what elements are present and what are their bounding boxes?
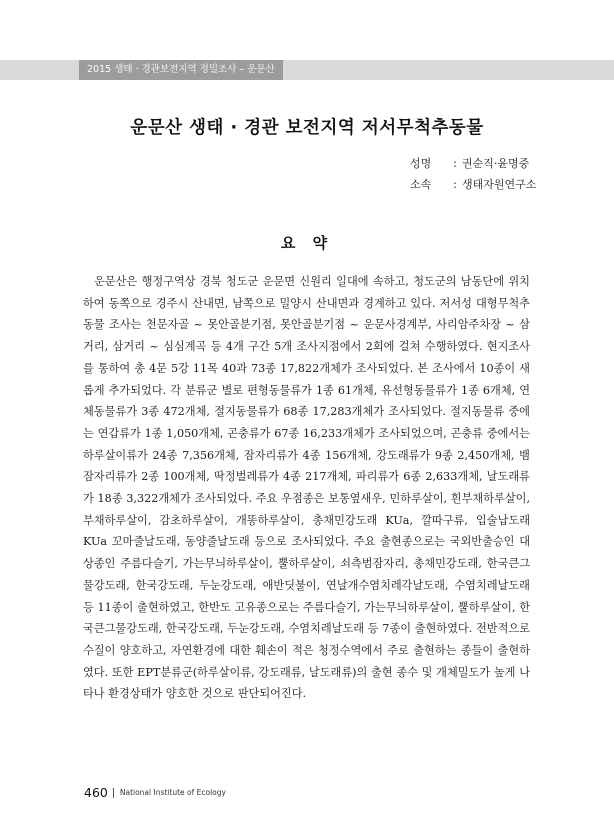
name-colon: :: [453, 157, 457, 170]
abstract-body: 운문산은 행정구역상 경북 청도군 운문면 신원리 일대에 속하고, 청도군의 남동단에 위치하여 동쪽으로 경주시 산내면, 남쪽으로 밀양시 산내면과 경계하고 있다. 저서성 대형무척추동물 조사는 천문자골 ~ 못안골분기점, 못안골분기점 ~ 운문사경계부, 사리암주차장 ~ 삼거리, 삼거리 ~ 심심계곡 등 4개 구간 5개 조사지점에서 2회에 걸쳐 수행하였다. 현지조사를 통하여 총 4문 5강 11목 40과 73종 17,822개체가 조사되었다. 본 조사에서 10종이 새롭게 추가되었다. 각 분류군 별로 편형동물류가 1종 61개체, 유선형동물류가 1종 6개체, 연체동물류가 3종 472개체, 절지동물류가 68종 17,283개체가 조사되었다. 절지동물류 중에는 연갑류가 1종 1,050개체, 곤충류가 67종 16,233개체가 조사되었으며, 곤충류 중에서는 하루살이류가 24종 7,356개체, 잠자리류가 4종 156개체, 강도래류가 9종 2,450개체, 뱀잠자리류가 2종 100개체, 딱정벌레류가 4종 217개체, 파리류가 6종 2,633개체, 날도래류가 18종 3,322개체가 조사되었다. 주요 우점종은 보통옆새우, 민하루살이, 흰부채하루살이, 부채하루살이, 감초하루살이, 개똥하루살이, 총채민강도래 KUa, 깔따구류, 입술납도래 KUa 꼬마줄날도래, 동양줄날도래 등으로 조사되었다. 주요 출현종으로는 국외반출승인 대상종인 주름다슬기, 가는무늬하루살이, 뿔하루살이, 쇠측범잠자리, 총채민강도래, 한국큰그물강도래, 한국강도래, 두눈강도래, 애반딧불이, 연날개수염치레각날도래, 수염치레날도래 등 11종이 출현하였고, 한반도 고유종으로는 주름다슬기, 가는무늬하루살이, 뿔하루살이, 한국큰그물강도래, 한국강도래, 두눈강도래, 수염치레날도래 등 7종이 출현하였다. 전반적으로 수질이 양호하고, 자연환경에 대한 훼손이 적은 청정수역에서 주로 출현하는 종들이 출현하였다. 또한 EPT분류군(하루살이류, 강도래류, 날도래류)의 출현 종수 및 개체밀도가 높게 나타나 환경상태가 양호한 것으로 판단되어진다.: [83, 275, 530, 701]
author-name-row: [410, 156, 536, 177]
institution-name: National Institute of Ecology: [119, 788, 226, 797]
affiliation-colon: :: [453, 178, 457, 191]
author-block: [410, 156, 536, 198]
running-title: 2015 생태 · 경관보전지역 정밀조사 – 운문산: [79, 60, 283, 80]
name-value: 권순직·윤명중: [462, 157, 530, 170]
author-affiliation-row: [410, 177, 536, 198]
page-number: 460: [84, 785, 108, 800]
name-label: 성명: [410, 157, 432, 170]
affiliation-value: 생태자원연구소: [462, 178, 537, 191]
abstract-heading: 요 약: [280, 234, 334, 252]
document-title: 운문산 생태 · 경관 보전지역 저서무척추동물: [130, 118, 484, 138]
footer-divider: [113, 788, 114, 798]
running-header: [0, 60, 614, 80]
page-footer: [84, 782, 226, 800]
affiliation-label: 소속: [410, 178, 432, 191]
